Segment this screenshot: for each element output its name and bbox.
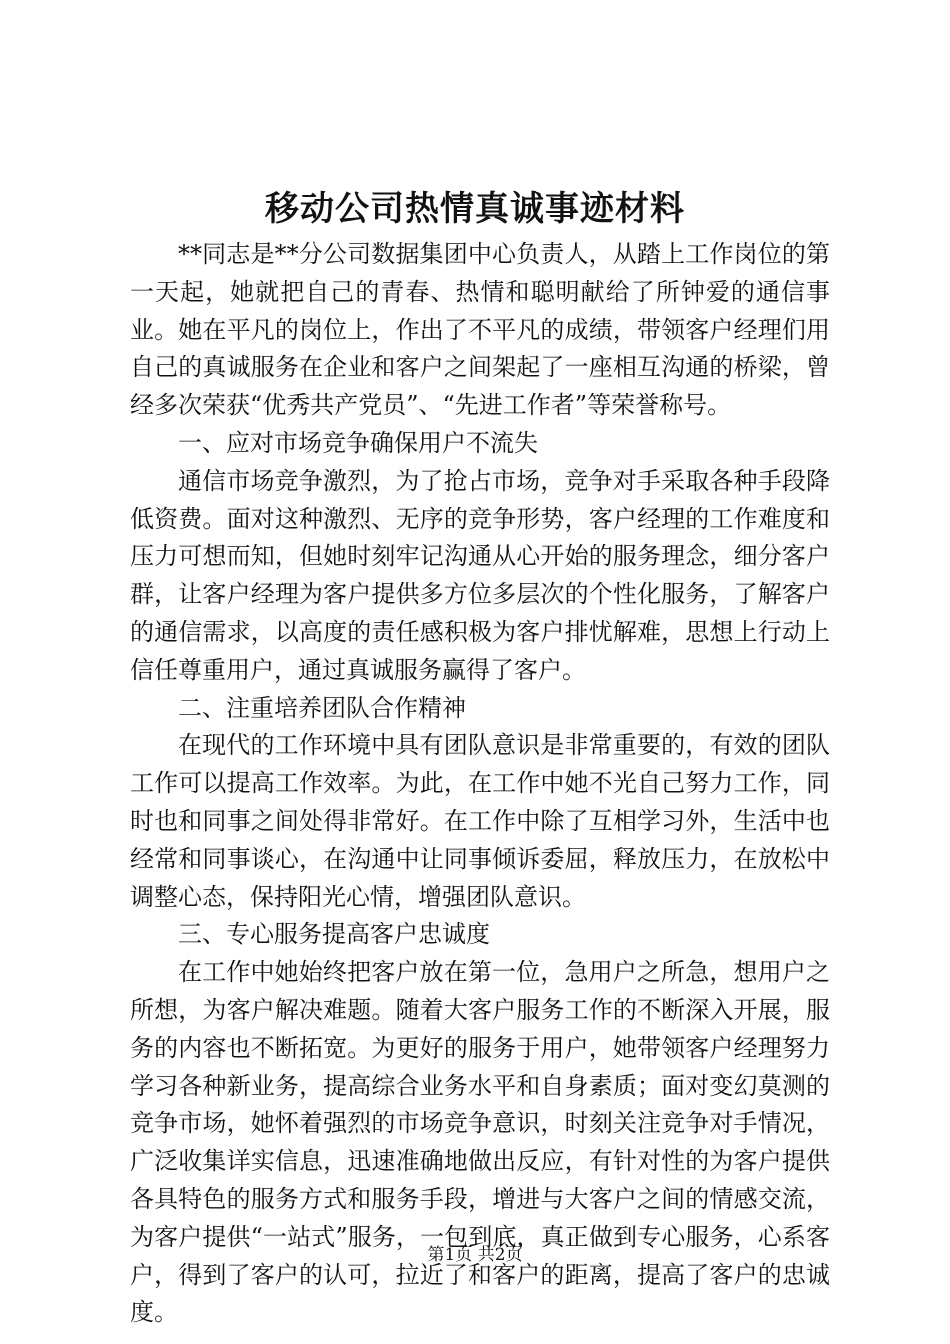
section-heading-2: 二、注重培养团队合作精神 — [178, 693, 466, 722]
document-title: 移动公司热情真诚事迹材料 — [265, 189, 685, 229]
paragraph-section-1: 通信市场竞争激烈，为了抢占市场，竞争对手采取各种手段降低资费。面对这种激烈、无序的竞争形势，客户经理的工作难度和压力可想而知，但她时刻牢记沟通从心开始的服务理念，细分客户群，让客户经理为客户提供多方位多层次的个性化服务，了解客户的通信需求，以高度的责任感积极为客户排忧解难，思想上行动上信任尊重用户，通过真诚服务赢得了客户。 — [130, 466, 830, 684]
paragraph-section-2: 在现代的工作环境中具有团队意识是非常重要的，有效的团队工作可以提高工作效率。为此，在工作中她不光自己努力工作，同时也和同事之间处得非常好。在工作中除了互相学习外，生活中也经常和同事谈心，在沟通中让同事倾诉委屈，释放压力，在放松中调整心态，保持阳光心情，增强团队意识。 — [130, 731, 830, 911]
paragraph-intro: **同志是**分公司数据集团中心负责人，从踏上工作岗位的第一天起，她就把自己的青春、热情和聪明献给了所钟爱的通信事业。她在平凡的岗位上，作出了不平凡的成绩，带领客户经理们用自己的真诚服务在企业和客户之间架起了一座相互沟通的桥梁，曾经多次荣获“优秀共产党员”、“先进工作者”等荣誉称号。 — [130, 240, 830, 420]
section-heading-1: 一、应对市场竞争确保用户不流失 — [178, 428, 538, 457]
section-heading-3: 三、专心服务提高客户忠诚度 — [178, 920, 490, 949]
document-body — [130, 236, 830, 1332]
page-footer: 第1页 共2页 — [427, 1245, 523, 1265]
paragraph-section-3: 在工作中她始终把客户放在第一位，急用户之所急，想用户之所想，为客户解决难题。随着大客户服务工作的不断深入开展，服务的内容也不断拓宽。为更好的服务于用户，她带领客户经理努力学习各种新业务，提高综合业务水平和自身素质；面对变幻莫测的竞争市场，她怀着强烈的市场竞争意识，时刻关注竞争对手情况，广泛收集详实信息，迅速准确地做出反应，有针对性的为客户提供各具特色的服务方式和服务手段，增进与大客户之间的情感交流，为客户提供“一站式”服务，一包到底，真正做到专心服务，心系客户，得到了客户的认可，拉近了和客户的距离，提高了客户的忠诚度。 — [130, 958, 830, 1327]
